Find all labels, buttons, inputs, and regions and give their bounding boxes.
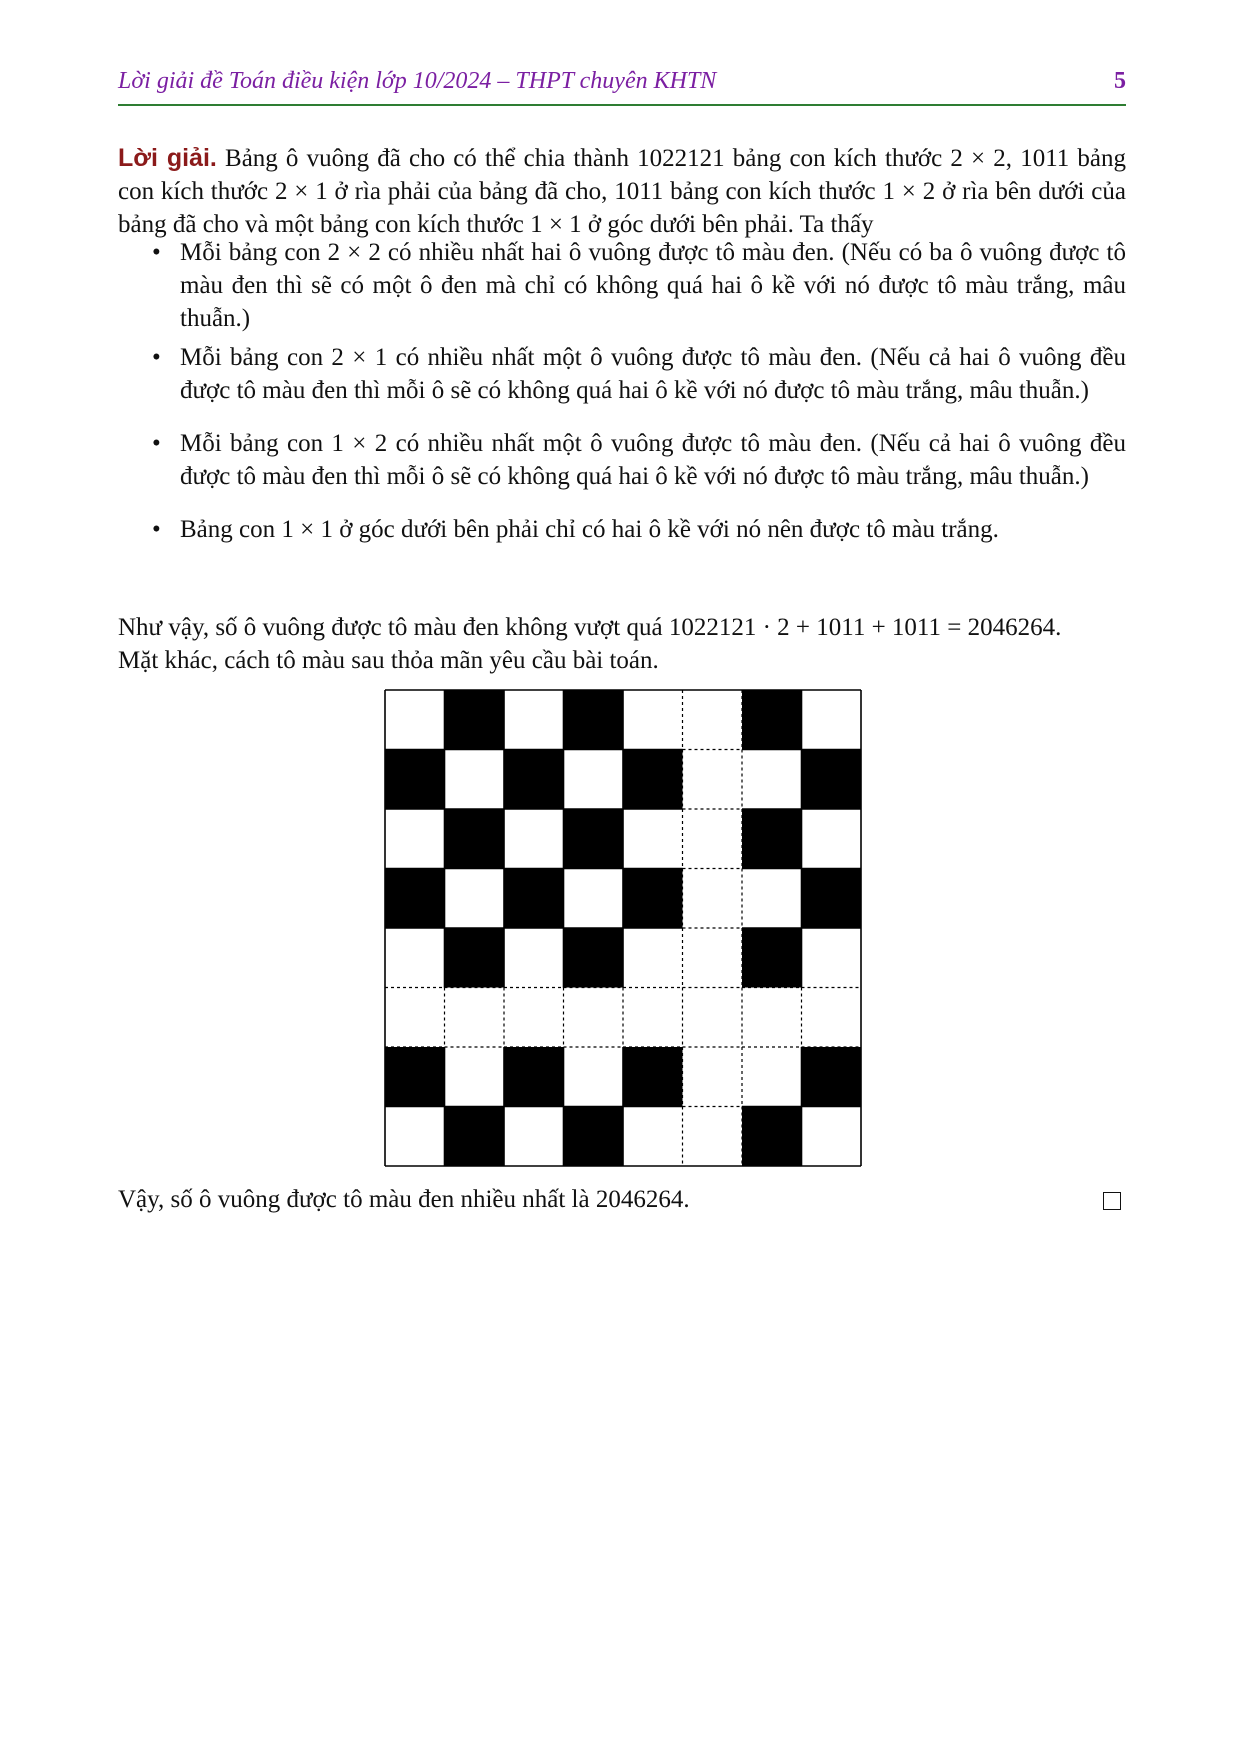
white-cell bbox=[564, 1047, 624, 1107]
black-cell bbox=[802, 1047, 862, 1107]
white-cell bbox=[683, 869, 743, 929]
black-cell bbox=[445, 690, 505, 750]
black-cell bbox=[564, 1107, 624, 1167]
list-item bbox=[152, 513, 1126, 546]
white-cell bbox=[445, 988, 505, 1048]
conclusion-paragraph bbox=[118, 611, 1126, 677]
black-cell bbox=[742, 690, 802, 750]
white-cell bbox=[445, 869, 505, 929]
white-cell bbox=[802, 690, 862, 750]
page-number: 5 bbox=[1114, 68, 1126, 94]
black-cell bbox=[564, 809, 624, 869]
white-cell bbox=[504, 928, 564, 988]
black-cell bbox=[564, 928, 624, 988]
bullet-icon: • bbox=[152, 430, 161, 457]
black-cell bbox=[504, 869, 564, 929]
bullet-icon: • bbox=[152, 344, 161, 371]
solution-label: Lời giải. bbox=[118, 144, 217, 172]
white-cell bbox=[445, 1047, 505, 1107]
white-cell bbox=[504, 690, 564, 750]
white-cell bbox=[385, 988, 445, 1048]
coloring-board bbox=[384, 689, 862, 1167]
white-cell bbox=[623, 928, 683, 988]
conclusion-line-1: Như vậy, số ô vuông được tô màu đen không vượt quá 1022121 · 2 + 1011 + 1011 = 2046264. bbox=[118, 614, 1062, 641]
list-item bbox=[152, 427, 1126, 493]
list-item-text: Mỗi bảng con 2 × 2 có nhiều nhất hai ô vuông được tô màu đen. (Nếu có ba ô vuông được tô màu đen thì sẽ có một ô đen mà chỉ có không quá hai ô kề với nó được tô màu trắng, mâu thuẫn.) bbox=[180, 239, 1126, 332]
running-header bbox=[118, 68, 1126, 106]
white-cell bbox=[683, 928, 743, 988]
white-cell bbox=[564, 750, 624, 810]
bullet-icon: • bbox=[152, 239, 161, 266]
white-cell bbox=[683, 1107, 743, 1167]
black-cell bbox=[385, 750, 445, 810]
white-cell bbox=[683, 1047, 743, 1107]
black-cell bbox=[623, 1047, 683, 1107]
white-cell bbox=[623, 690, 683, 750]
white-cell bbox=[504, 988, 564, 1048]
white-cell bbox=[564, 869, 624, 929]
white-cell bbox=[802, 809, 862, 869]
solution-content bbox=[118, 142, 1126, 241]
black-cell bbox=[445, 809, 505, 869]
list-item-text: Mỗi bảng con 1 × 2 có nhiều nhất một ô vuông được tô màu đen. (Nếu cả hai ô vuông đều được tô màu đen thì mỗi ô sẽ có không quá hai ô kề với nó được tô màu trắng, mâu thuẫn.) bbox=[180, 430, 1126, 490]
intro-paragraph bbox=[118, 142, 1126, 241]
header-title: Lời giải đề Toán điều kiện lớp 10/2024 – THPT chuyên KHTN bbox=[118, 68, 717, 94]
list-item-text: Bảng con 1 × 1 ở góc dưới bên phải chỉ có hai ô kề với nó nên được tô màu trắng. bbox=[180, 516, 999, 543]
white-cell bbox=[385, 928, 445, 988]
black-cell bbox=[742, 809, 802, 869]
white-cell bbox=[742, 869, 802, 929]
white-cell bbox=[564, 988, 624, 1048]
black-cell bbox=[504, 750, 564, 810]
white-cell bbox=[504, 809, 564, 869]
white-cell bbox=[683, 750, 743, 810]
bullet-icon: • bbox=[152, 516, 161, 543]
intro-text: Bảng ô vuông đã cho có thể chia thành 1022121 bảng con kích thước 2 × 2, 1011 bảng con kích thước 2 × 1 ở rìa phải của bảng đã cho, 1011 bảng con kích thước 1 × 2 ở rìa bên dưới của bảng đã cho và một bảng con kích thước 1 × 1 ở góc dưới bên phải. Ta thấy bbox=[118, 145, 1127, 238]
white-cell bbox=[683, 988, 743, 1048]
white-cell bbox=[623, 1107, 683, 1167]
white-cell bbox=[742, 988, 802, 1048]
white-cell bbox=[683, 690, 743, 750]
white-cell bbox=[742, 1047, 802, 1107]
black-cell bbox=[623, 869, 683, 929]
white-cell bbox=[623, 809, 683, 869]
white-cell bbox=[504, 1107, 564, 1167]
list-item bbox=[152, 236, 1126, 335]
white-cell bbox=[742, 750, 802, 810]
white-cell bbox=[385, 1107, 445, 1167]
final-answer: Vậy, số ô vuông được tô màu đen nhiều nhất là 2046264. bbox=[118, 1186, 690, 1213]
white-cell bbox=[802, 1107, 862, 1167]
white-cell bbox=[385, 690, 445, 750]
black-cell bbox=[504, 1047, 564, 1107]
black-cell bbox=[445, 928, 505, 988]
black-cell bbox=[742, 928, 802, 988]
list-item bbox=[152, 341, 1126, 407]
white-cell bbox=[385, 809, 445, 869]
white-cell bbox=[445, 750, 505, 810]
qed-square-icon bbox=[1103, 1192, 1121, 1210]
black-cell bbox=[742, 1107, 802, 1167]
black-cell bbox=[623, 750, 683, 810]
white-cell bbox=[683, 809, 743, 869]
black-cell bbox=[445, 1107, 505, 1167]
black-cell bbox=[385, 1047, 445, 1107]
black-cell bbox=[564, 690, 624, 750]
white-cell bbox=[623, 988, 683, 1048]
black-cell bbox=[802, 750, 862, 810]
black-cell bbox=[802, 869, 862, 929]
white-cell bbox=[802, 988, 862, 1048]
white-cell bbox=[802, 928, 862, 988]
conclusion-line-2: Mặt khác, cách tô màu sau thỏa mãn yêu cầu bài toán. bbox=[118, 647, 659, 674]
black-cell bbox=[385, 869, 445, 929]
list-item-text: Mỗi bảng con 2 × 1 có nhiều nhất một ô vuông được tô màu đen. (Nếu cả hai ô vuông đều được tô màu đen thì mỗi ô sẽ có không quá hai ô kề với nó được tô màu trắng, mâu thuẫn.) bbox=[180, 344, 1126, 404]
